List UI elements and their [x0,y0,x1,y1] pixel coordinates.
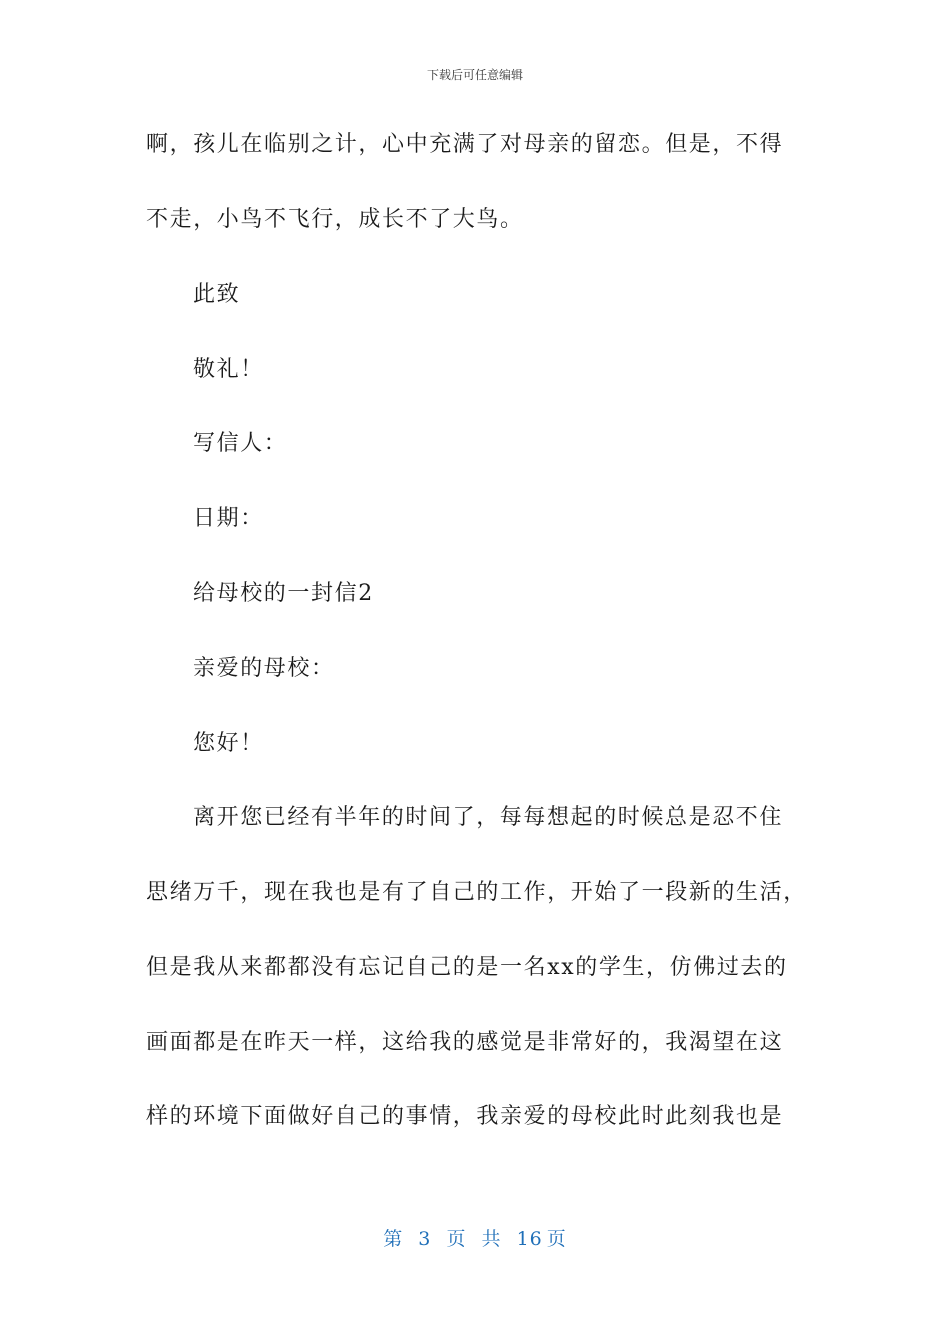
greeting-line: 您好！ [193,731,264,756]
header-text: 下载后可任意编辑 [426,68,523,82]
paragraph-line: 思绪万千，现在我也是有了自己的工作，开始了一段新的生活， [146,880,807,905]
greeting-line: 亲爱的母校： [193,656,335,681]
text-line: 不走，小鸟不飞行，成长不了大鸟。 [146,207,524,232]
paragraph-line: 离开您已经有半年的时间了，每每想起的时候总是忍不住 [193,805,784,830]
total-page-number: 16 [516,1228,543,1250]
paragraph-line: 画面都是在昨天一样，这给我的感觉是非常好的，我渴望在这 [146,1030,784,1055]
signature-label: 写信人： [193,431,288,456]
date-label: 日期： [193,506,264,531]
page-header [0,66,950,84]
footer-page-word: 页 [446,1228,467,1250]
footer-suffix: 页 [546,1228,567,1250]
text-line: 啊，孩儿在临别之计，心中充满了对母亲的留恋。但是，不得 [146,132,784,157]
page-footer [0,1226,950,1252]
closing-line: 此致 [193,282,241,307]
footer-total-word: 共 [481,1228,502,1250]
paragraph-line: 样的环境下面做好自己的事情，我亲爱的母校此时此刻我也是 [146,1104,784,1129]
salutation-line: 敬礼！ [193,357,264,382]
current-page-number: 3 [418,1228,432,1250]
section-title: 给母校的一封信2 [193,581,374,606]
footer-prefix: 第 [383,1228,404,1250]
paragraph-line: 但是我从来都都没有忘记自己的是一名xx的学生，仿佛过去的 [146,955,788,980]
